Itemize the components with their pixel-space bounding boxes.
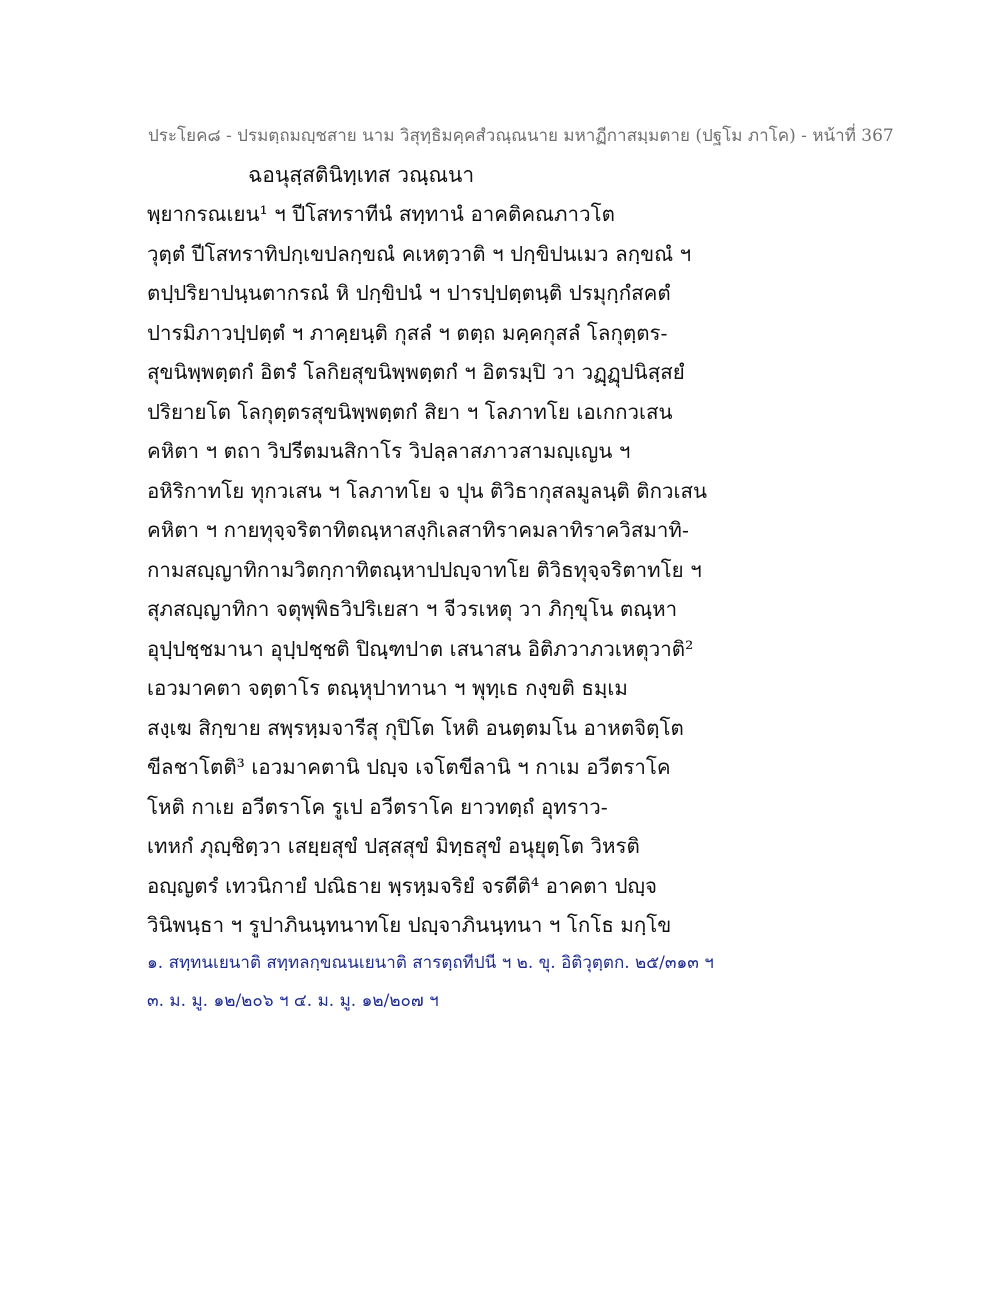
text-line: กามสญฺญาทิกามวิตกฺกาทิตณฺหาปปญฺจาทโย ติวิธทุจฺจริตาทโย ฯ (147, 557, 702, 582)
text-line: วินิพนฺธา ฯ รูปาภินนฺทนาทโย ปญฺจาภินนฺทนา ฯ โกโธ มกฺโข (147, 913, 672, 937)
text-line: วุตฺตํ ปีโสทราทิปกฺเขปลกฺขณํ คเหตฺวาติ ฯ ปกฺขิปนเมว ลกฺขณํ ฯ (147, 241, 692, 266)
text-line: สงฺเฆ สิกฺขาย สพฺรหฺมจารีสุ กุปิโต โหติ อนตฺตมโน อาหตจิตฺโต (147, 715, 684, 740)
text-line: อหิริกาทโย ทุกวเสน ฯ โลภาทโย จ ปุน ติวิธากุสลมูลนฺติ ติกวเสน (147, 478, 708, 503)
footnote-line: ๓. ม. มู. ๑๒/๒๐๖ ฯ ๔. ม. มู. ๑๒/๒๐๗ ฯ (147, 991, 439, 1011)
text-line: ขีลชาโตติ³ เอวมาคตานิ ปญฺจ เจโตขีลานิ ฯ กาเม อวีตราโค (147, 755, 671, 779)
running-header: ประโยค๘ - ปรมตฺถมญฺชสาย นาม วิสุทฺธิมคฺคสํวณฺณนาย มหาฏีกาสมฺมตาย (ปฐโม ภาโค) - หน้าที่ 367 (148, 126, 894, 146)
text-line: สุภสญฺญาทิกา จตุพฺพิธวิปริเยสา ฯ จีวรเหตุ วา ภิกฺขุโน ตณฺหา (147, 597, 678, 621)
text-line: สุขนิพฺพตฺตกํ อิตรํ โลกิยสุขนิพฺพตฺตกํ ฯ อิตรมฺปิ วา วฏฺฏุปนิสฺสยํ (147, 360, 685, 384)
footnotes (147, 950, 867, 1026)
text-line: อญฺญตรํ เทวนิกายํ ปณิธาย พฺรหฺมจริยํ จรตีติ⁴ อาคตา ปญฺจ (147, 873, 658, 898)
text-line: เทหกํ ภุญฺชิตฺวา เสยฺยสุขํ ปสฺสสุขํ มิทฺธสุขํ อนุยุตฺโต วิหรติ (147, 834, 640, 858)
text-line: พฺยากรณเยน¹ ฯ ปีโสทราทีนํ สทฺทานํ อาคติคณภาวโต (147, 202, 615, 226)
text-line: ปารมิภาวปฺปตฺตํ ฯ ภาคฺยนฺติ กุสลํ ฯ ตตฺถ มคฺคกุสลํ โลกุตฺตร- (147, 320, 668, 345)
body-text (147, 199, 867, 950)
footnote-line: ๑. สทฺทนเยนาติ สทฺทลกฺขณนเยนาติ สารตฺถทีปนี ฯ ๒. ขุ. อิติวุตฺตก. ๒๕/๓๑๓ ฯ (147, 953, 714, 973)
text-line: เอวมาคตา จตฺตาโร ตณฺหุปาทานา ฯ พุทฺเธ กงฺขติ ธมฺเม (147, 676, 628, 700)
text-line: โหติ กาเย อวีตราโค รูเป อวีตราโค ยาวทตฺถํ อุทราว- (147, 794, 608, 819)
text-line: ตปฺปริยาปนฺนตากรณํ หิ ปกฺขิปนํ ฯ ปารปฺปตฺตนฺติ ปรมุกฺกํสคตํ (147, 281, 671, 305)
text-line: คหิตา ฯ กายทุจฺจริตาทิตณฺหาสงฺกิเลสาทิราคมลาทิราควิสมาทิ- (147, 518, 689, 542)
text-line: อุปฺปชฺชมานา อุปฺปชฺชติ ปิณฺฑปาต เสนาสน อิติภวาภวเหตุวาติ² (147, 636, 694, 661)
text-line: คหิตา ฯ ตถา วิปรีตมนสิกาโร วิปลฺลาสภาวสามญฺเญน ฯ (147, 439, 631, 463)
section-title: ฉอนุสฺสตินิทฺเทส วณฺณนา (248, 163, 475, 187)
text-line: ปริยายโต โลกุตฺตรสุขนิพฺพตฺตกํ สิยา ฯ โลภาทโย เอเกกวเสน (147, 399, 673, 424)
